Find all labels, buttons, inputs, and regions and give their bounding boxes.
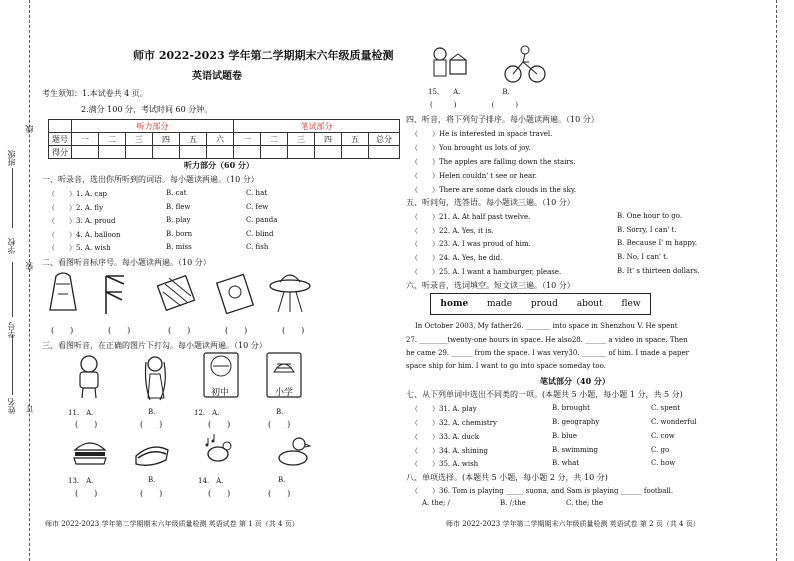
zhuang-mark: 装 (25, 262, 34, 270)
score-table (48, 119, 400, 159)
q5-item[interactable]: （ ）24. A. Yes, he did. (411, 254, 503, 262)
ding-mark: 订 (25, 405, 34, 413)
passport-picture-icon (213, 272, 257, 314)
q4-heading: 四、听音，将下列句子排序。每小题读两遍。（10 分） (406, 115, 599, 124)
q1-item[interactable]: （ ）3. A. proud (48, 217, 116, 225)
number-field-line[interactable] (12, 262, 13, 317)
q36-item[interactable]: （ ）36. Tom is playing _____ suona, and Sam is playing ______ football. (411, 487, 674, 495)
score-cell[interactable] (180, 146, 207, 159)
q5-item[interactable]: （ ）23. A. I was proud of him. (411, 240, 531, 248)
q36-option-a: A. the; / (422, 499, 450, 507)
q14-option-b: B. (278, 476, 286, 484)
score-cell[interactable] (315, 146, 342, 159)
q1-option-b: B. flew (166, 203, 191, 211)
q7-option-c: C. cow (651, 432, 675, 440)
school-field-line[interactable] (12, 168, 13, 228)
q36-option-c: C. the; the (566, 499, 604, 507)
q7-option-b: B. geography (552, 418, 600, 426)
q7-option-b: B. what (552, 459, 580, 467)
answer-blank[interactable]: ( ) (208, 489, 231, 498)
col-header: 二 (261, 133, 288, 146)
q15-blanks[interactable]: ( ) ( ) (430, 101, 518, 109)
score-cell[interactable] (261, 146, 288, 159)
row-label-score: 得分 (49, 146, 72, 159)
q15-options: 15. A. B. (428, 88, 510, 96)
name-label: 姓名 (7, 398, 16, 414)
passage-line[interactable]: In October 2003, My father26. _______ into space in Shenzhou V. He spent (415, 322, 678, 330)
q7-option-b: B. brought (552, 404, 590, 412)
q7-heading: 七、从下列单词中选出不同类的一项。(本题共 5 小题，每小题 1 分，共 5 分) (406, 390, 683, 399)
q1-option-b: B. play (166, 216, 191, 224)
passage-line[interactable]: he came 29. ______ from the space. I was very30. _______ of him. I made a paper (406, 349, 690, 357)
word-bank-item: proud (530, 299, 558, 309)
q5-item[interactable]: （ ）21. A. At half past twelve. (411, 213, 531, 221)
q13-option-b: B. (148, 476, 156, 484)
answer-blank[interactable]: ( ) (268, 489, 291, 498)
score-cell[interactable] (207, 146, 234, 159)
q1-heading: 一、听录音，选出你所听到的词语。每小题读两遍。（10 分） (42, 175, 259, 184)
passage-line[interactable]: 27. ________twenty-one hours in space. He also28. ______ a video in space. Then (406, 336, 688, 344)
girl-picture-icon (140, 354, 170, 402)
duck-picture-icon (275, 434, 311, 468)
cycling-picture-icon (503, 44, 547, 84)
q4-item[interactable]: （ ）Helen couldn' t see or hear. (411, 172, 537, 180)
binding-dash-line (29, 0, 30, 561)
q7-item[interactable]: （ ）33. A. duck (411, 433, 480, 441)
answer-blank[interactable]: ( ) (140, 420, 163, 429)
score-cell[interactable] (369, 146, 400, 159)
q7-item[interactable]: （ ）35. A. wish (411, 460, 479, 468)
answer-blank[interactable]: ( ) (140, 489, 163, 498)
q5-option-b: B. Sorry, I can' t. (617, 226, 677, 234)
score-cell[interactable] (72, 146, 99, 159)
q1-option-b: B. cat (166, 189, 187, 197)
q1-item[interactable]: （ ）5. A. wish (48, 244, 111, 252)
page1-footer: 师市 2022-2023 学年第二学期期末六年级质量检测 英语试卷 第 1 页（共 4 页） (45, 520, 299, 528)
hamburger-picture-icon (72, 436, 108, 468)
notice-line-2: 2.满分 100 分，考试时间 60 分钟。 (81, 105, 213, 114)
q1-item[interactable]: （ ）4. A. balloon (48, 231, 121, 239)
xian-mark: 线 (25, 125, 34, 133)
score-cell[interactable] (234, 146, 261, 159)
q4-item[interactable]: （ ）There are some dark clouds in the sky. (411, 186, 577, 194)
q5-heading: 五、听问句，选答语。每小题读三遍。（10 分） (406, 198, 575, 207)
score-cell[interactable] (153, 146, 180, 159)
q12-option-b: B. (276, 408, 284, 416)
school-label: 学校 (7, 238, 16, 254)
q5-option-b: B. One hour to go. (617, 212, 683, 220)
name-field-line[interactable] (12, 335, 13, 395)
page2-footer: 师市 2022-2023 学年第二学期期末六年级质量检测 英语试卷 第 2 页（共 4 页） (446, 520, 700, 528)
q4-item[interactable]: （ ）You brought us lots of joy. (411, 144, 531, 152)
q5-option-b: B. It' s thirteen dollars. (617, 267, 700, 275)
coat-picture-icon (46, 270, 80, 316)
exam-title: 师市 2022-2023 学年第二学期期末六年级质量检测 (133, 49, 394, 62)
right-dash-line (776, 0, 777, 561)
q7-option-b: B. swimming (552, 446, 598, 454)
q3-heading: 三、看图听音，在正确的图片下打勾。每小题读两遍。（10 分） (42, 341, 267, 350)
spaceship-picture-icon (268, 268, 312, 316)
q7-item[interactable]: （ ）34. A. shining (411, 447, 488, 455)
q2-heading: 二、看图听音标序号。每小题读两遍。（10 分） (42, 258, 211, 267)
q5-item[interactable]: （ ）22. A. Yes, it is. (411, 227, 494, 235)
col-header: 五 (342, 133, 369, 146)
q7-item[interactable]: （ ）31. A. play (411, 405, 477, 413)
answer-blank[interactable]: ( ) (75, 489, 98, 498)
q5-option-b: B. Because I' m happy. (617, 239, 698, 247)
col-header: 一 (234, 133, 261, 146)
listening-section-header: 听力部分（60 分） (184, 160, 254, 170)
word-bank-item: flew (621, 299, 641, 309)
word-bank-item: made (487, 299, 513, 309)
q4-item[interactable]: （ ）He is interested in space travel. (411, 130, 553, 138)
junior-high-sign-text: 初中 (211, 388, 230, 398)
q5-option-b: B. No, I can' t. (617, 253, 669, 261)
answer-blank[interactable]: ( ) (268, 420, 291, 429)
col-header: 四 (315, 133, 342, 146)
score-cell[interactable] (126, 146, 153, 159)
q1-item[interactable]: （ ）1. A. cap (48, 190, 107, 198)
letter-f-picture-icon (98, 272, 128, 316)
q1-option-c: C. few (246, 203, 269, 211)
answer-blank[interactable]: ( ) (168, 326, 191, 335)
exam-subtitle: 英语试题卷 (192, 71, 242, 82)
q7-option-c: C. how (651, 459, 676, 467)
q1-option-b: B. born (166, 230, 193, 238)
score-cell[interactable] (99, 146, 126, 159)
row-label-question: 题号 (49, 133, 72, 146)
girl-with-box-picture-icon (428, 44, 472, 84)
col-header: 六 (207, 133, 234, 146)
answer-blank[interactable]: ( ) (208, 420, 231, 429)
q13-option-a: 13. A. (68, 477, 94, 485)
q5-item[interactable]: （ ）25. A. I want a hamburger, please. (411, 268, 562, 276)
q1-item[interactable]: （ ）2. A. fly (48, 204, 104, 212)
answer-blank[interactable]: ( ) (51, 326, 74, 335)
answer-blank[interactable]: ( ) (75, 420, 98, 429)
col-header: 四 (153, 133, 180, 146)
class-label: 班级 (7, 150, 16, 166)
col-header: 五 (180, 133, 207, 146)
q12-option-a: 12. A. (194, 409, 220, 417)
passage-line: space ship for him. I want to go into space someday too. (406, 362, 606, 370)
answer-blank[interactable]: ( ) (108, 326, 131, 335)
word-bank-item: home (440, 299, 469, 309)
chocolate-picture-icon (155, 272, 199, 314)
astronaut-picture-icon (74, 354, 104, 400)
col-header: 三 (126, 133, 153, 146)
q7-option-b: B. blue (552, 432, 577, 440)
q1-option-c: C. blind (246, 230, 274, 238)
score-cell[interactable] (288, 146, 315, 159)
q7-item[interactable]: （ ）32. A. chemistry (411, 419, 498, 427)
q8-heading: 八、单项选择。(本题共 5 小题，每小题 2 分，共 10 分) (406, 473, 608, 482)
q7-option-c: C. go (651, 446, 670, 454)
number-label: 学号 (7, 322, 16, 338)
q14-option-a: 14. A. (198, 477, 224, 485)
q1-option-c: C. hat (246, 189, 268, 197)
q6-heading: 六、听录音，选词填空。短文读三遍。（10 分） (406, 281, 575, 290)
q7-option-c: C. spent (651, 404, 681, 412)
word-bank-item: about (576, 299, 603, 309)
binding-margin (0, 0, 40, 561)
listening-part-label: 听力部分 (72, 120, 234, 133)
col-header: 一 (72, 133, 99, 146)
hotdog-picture-icon (132, 438, 172, 468)
answer-blank[interactable]: ( ) (282, 326, 305, 335)
col-header: 二 (99, 133, 126, 146)
q1-option-c: C. fish (246, 243, 269, 251)
score-cell[interactable] (342, 146, 369, 159)
q11-option-b: B. (148, 408, 156, 416)
notice-line-1: 考生须知：1.本试卷共 4 页。 (42, 89, 148, 98)
col-header: 三 (288, 133, 315, 146)
q1-option-b: B. miss (166, 243, 192, 251)
written-section-header: 笔试部分（40 分） (540, 376, 610, 386)
q11-option-a: 11. A. (68, 409, 94, 417)
q4-item[interactable]: （ ）The apples are falling down the stairs. (411, 158, 576, 166)
answer-blank[interactable]: ( ) (225, 326, 248, 335)
q36-option-b: B. /;the (500, 499, 526, 507)
q7-option-c: C. wonderful (651, 418, 697, 426)
written-part-label: 笔试部分 (234, 120, 400, 133)
word-bank-box (430, 293, 651, 315)
bird-singing-picture-icon (200, 432, 236, 470)
q1-option-c: C. panda (246, 216, 278, 224)
primary-school-sign-text: 小学 (275, 388, 294, 398)
col-header-total: 总分 (369, 133, 400, 146)
